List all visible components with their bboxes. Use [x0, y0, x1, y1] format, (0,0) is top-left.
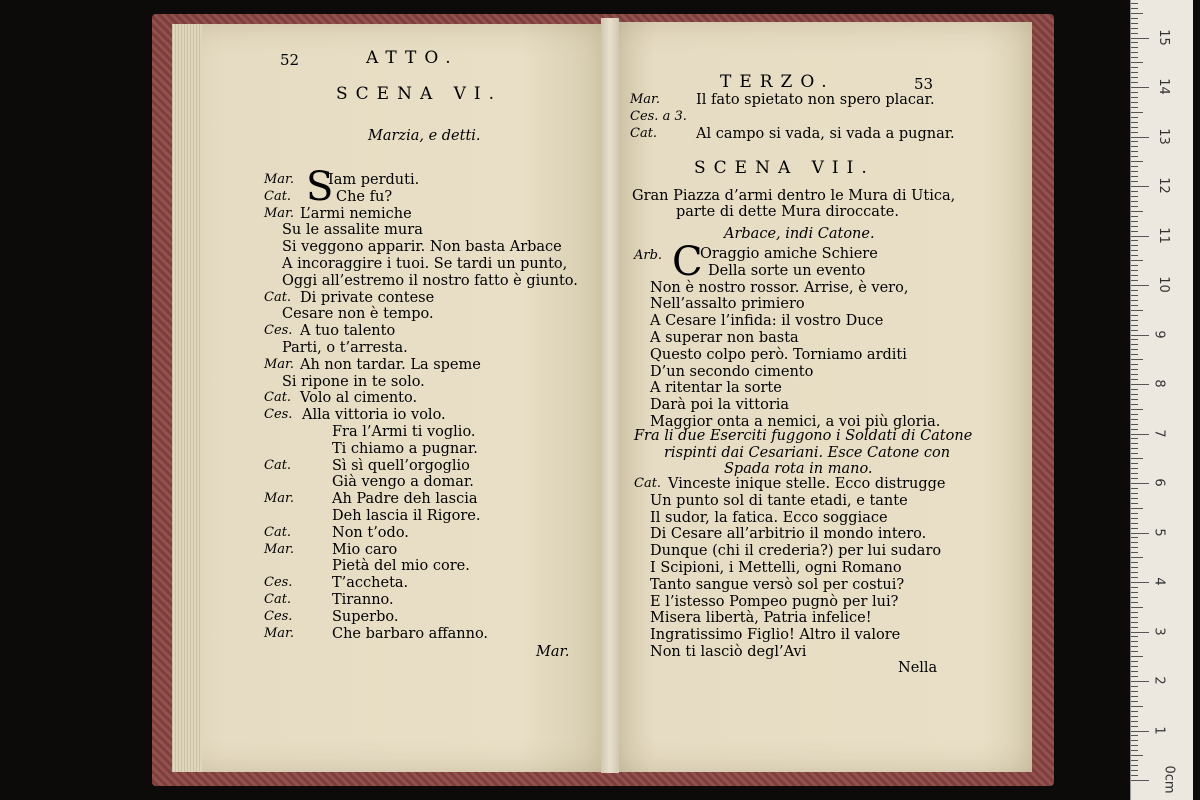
ruler-tick — [1131, 641, 1138, 642]
verse-line: A tuo talento — [300, 323, 396, 340]
verse-line: Misera libertà, Patria infelice! — [650, 610, 872, 627]
ruler-tick — [1131, 726, 1138, 727]
verse-line: Dunque (chi il crederia?) per lui sudaro — [650, 543, 942, 560]
ruler-tick — [1131, 191, 1138, 192]
ruler-number: 15 — [1155, 28, 1171, 46]
ruler-tick — [1131, 374, 1138, 375]
verse-line: A ritentar la sorte — [650, 380, 782, 397]
ruler-tick — [1131, 166, 1138, 167]
ruler-tick — [1131, 137, 1149, 138]
ruler-tick — [1131, 443, 1138, 444]
verse-line: Deh lascia il Rigore. — [332, 508, 481, 524]
ruler-number: 4 — [1151, 577, 1167, 586]
verse-line: Ti chiamo a pugnar. — [332, 440, 478, 457]
ruler-tick — [1131, 651, 1138, 652]
left-running-head: ATTO. — [366, 48, 459, 68]
ruler-tick — [1131, 627, 1138, 628]
ruler-number: 12 — [1155, 177, 1171, 194]
ruler-tick — [1131, 305, 1138, 306]
verse-line: Già vengo a domar. — [332, 474, 474, 491]
ruler-tick — [1131, 112, 1143, 113]
ruler-tick — [1131, 656, 1143, 657]
ruler-tick — [1131, 448, 1138, 449]
ruler-tick — [1131, 681, 1149, 682]
verse-line: Questo colpo però. Torniamo arditi — [650, 346, 907, 363]
ruler-tick — [1131, 731, 1149, 732]
ruler-tick — [1131, 354, 1138, 355]
ruler-tick — [1131, 745, 1138, 746]
left-scene-title: SCENA VI. — [336, 84, 503, 104]
right-stage-direction: Arbace, indi Catone. — [724, 226, 875, 242]
right-running-head: TERZO. — [720, 72, 835, 92]
ruler-tick — [1131, 473, 1138, 474]
left-catchword: Mar. — [536, 644, 570, 660]
ruler-tick — [1131, 265, 1138, 266]
ruler-tick — [1131, 760, 1138, 761]
verse-line: Maggior onta a nemici, a voi più gloria. — [650, 414, 941, 430]
verse-line: Darà poi la vittoria — [650, 397, 790, 414]
ruler-tick — [1131, 770, 1138, 771]
ruler-tick — [1131, 349, 1138, 350]
verse-line: Il fato spietato non spero placar. — [696, 92, 935, 108]
ruler-tick — [1131, 597, 1138, 598]
ruler-tick — [1131, 632, 1149, 633]
ruler-tick — [1131, 107, 1138, 108]
verse-line: Di private contese — [300, 289, 435, 306]
verse-line: Il sudor, la fatica. Ecco soggiace — [650, 509, 888, 526]
ruler-tick — [1131, 344, 1138, 345]
ruler-tick — [1131, 696, 1138, 697]
verse-line: Ah non tardar. La speme — [300, 356, 481, 373]
ruler-tick — [1131, 394, 1138, 395]
ruler-tick — [1131, 280, 1138, 281]
ruler-tick — [1131, 127, 1138, 128]
stage-direction-line: Fra li due Eserciti fuggono i Soldati di Catone — [634, 428, 973, 444]
verse-line: Non ti lasciò degl’Avi — [650, 644, 807, 660]
speaker-label: Mar. — [264, 172, 294, 187]
ruler-tick — [1131, 498, 1138, 499]
ruler-tick — [1131, 62, 1143, 63]
verse-line: A Cesare l’infida: il vostro Duce — [650, 313, 884, 330]
verse-line: Di Cesare all’arbitrio il mondo intero. — [650, 526, 927, 543]
ruler-tick — [1131, 528, 1138, 529]
left-initial-letter: S — [306, 164, 334, 210]
right-scene-title: SCENA VII. — [694, 158, 875, 178]
right-setting-line-2: parte di dette Mura diroccate. — [676, 204, 899, 220]
ruler-tick — [1131, 67, 1138, 68]
ruler-tick — [1131, 141, 1138, 142]
ruler-tick — [1131, 711, 1138, 712]
ruler-tick — [1131, 13, 1143, 14]
ruler-tick — [1131, 419, 1138, 420]
ruler-tick — [1131, 325, 1138, 326]
ruler-tick — [1131, 518, 1138, 519]
verse-line: Non t’odo. — [332, 524, 409, 541]
ruler-number: 13 — [1155, 127, 1171, 145]
ruler-tick — [1131, 409, 1143, 410]
speaker-label: Cat. — [264, 592, 292, 607]
right-initial-letter: C — [672, 239, 703, 285]
ruler-tick — [1131, 364, 1138, 365]
ruler-number: 3 — [1151, 626, 1167, 636]
ruler-tick — [1131, 151, 1138, 152]
verse-line: Ah Padre deh lascia — [332, 491, 478, 508]
ruler-tick — [1131, 221, 1138, 222]
ruler-tick — [1131, 206, 1138, 207]
ruler-tick — [1131, 587, 1138, 588]
left-page-number: 52 — [280, 51, 300, 69]
verse-line: E l’istesso Pompeo pugnò per lui? — [650, 593, 899, 610]
ruler-tick — [1131, 161, 1143, 162]
verse-line: Si ripone in te solo. — [282, 373, 425, 390]
verse-line: L’armi nemiche — [300, 205, 412, 222]
ruler-tick — [1131, 424, 1138, 425]
ruler-tick — [1131, 42, 1138, 43]
speaker-label: Ces. — [264, 323, 293, 339]
speaker-label: Ces. — [264, 608, 293, 624]
ruler-tick — [1131, 389, 1138, 390]
ruler-tick — [1131, 250, 1138, 251]
ruler-tick — [1131, 735, 1138, 736]
verse-line: A incoraggire i tuoi. Se tardi un punto, — [282, 256, 568, 272]
verse-line: Non è nostro rossor. Arrise, è vero, — [650, 279, 909, 296]
ruler-tick — [1131, 369, 1138, 370]
ruler-tick — [1131, 483, 1149, 484]
ruler-tick — [1131, 434, 1149, 435]
ruler-tick — [1131, 102, 1138, 103]
ruler-tick — [1131, 295, 1138, 296]
ruler-tick — [1131, 359, 1143, 360]
ruler-tick — [1131, 636, 1138, 637]
ruler-tick — [1131, 122, 1138, 123]
ruler-tick — [1131, 196, 1138, 197]
ruler-tick — [1131, 201, 1138, 202]
ruler-tick — [1131, 414, 1138, 415]
ruler-tick — [1131, 132, 1138, 133]
verse-line: Mio caro — [332, 541, 398, 558]
ruler-tick — [1131, 557, 1143, 558]
ruler-tick — [1131, 77, 1138, 78]
verse-line: Ingratissimo Figlio! Altro il valore — [650, 627, 901, 644]
ruler-tick — [1131, 508, 1143, 509]
ruler-tick — [1131, 493, 1138, 494]
verse-line: Iam perduti. — [328, 172, 420, 188]
ruler-tick — [1131, 513, 1138, 514]
ruler-tick — [1131, 240, 1138, 241]
ruler-tick — [1131, 582, 1149, 583]
page-edges — [172, 24, 202, 772]
ruler-number: 14 — [1155, 78, 1171, 95]
ruler-tick — [1131, 691, 1138, 692]
verse-line: Fra l’Armi ti voglio. — [332, 424, 476, 440]
ruler-tick — [1131, 290, 1138, 291]
ruler-tick — [1131, 57, 1138, 58]
ruler-tick — [1131, 740, 1138, 741]
stage-direction-line: Spada rota in mano. — [724, 461, 873, 477]
ruler-tick — [1131, 577, 1138, 578]
speaker-label: Ces. — [264, 575, 293, 591]
ruler-tick — [1131, 176, 1138, 177]
ruler-number: 2 — [1151, 676, 1167, 685]
ruler-tick — [1131, 503, 1138, 504]
ruler-tick — [1131, 87, 1149, 88]
ruler-tick — [1131, 275, 1138, 276]
ruler-tick — [1131, 399, 1138, 400]
ruler-tick — [1131, 552, 1138, 553]
ruler-number: 7 — [1151, 428, 1167, 438]
ruler-number: 10 — [1155, 276, 1171, 293]
catone-speaker: Cat. — [634, 476, 662, 491]
ruler-tick — [1131, 231, 1138, 232]
ruler-tick — [1131, 676, 1138, 677]
ruler-number: 1 — [1151, 725, 1167, 735]
speaker-label: Cat. — [630, 126, 658, 141]
ruler-tick — [1131, 602, 1138, 603]
ruler-tick — [1131, 463, 1138, 464]
ruler-tick — [1131, 211, 1143, 212]
speaker-label: Mar. — [264, 491, 294, 507]
ruler-number: 0cm — [1161, 765, 1177, 794]
ruler-tick — [1131, 523, 1138, 524]
verse-line: Oraggio amiche Schiere — [700, 246, 878, 262]
ruler-number: 11 — [1155, 226, 1171, 244]
ruler-tick — [1131, 542, 1138, 543]
ruler-tick — [1131, 255, 1138, 256]
speaker-label: Ces. a 3. — [630, 109, 687, 124]
ruler-tick — [1131, 458, 1143, 459]
speaker-label: Cat. — [264, 188, 292, 204]
left-stage-direction: Marzia, e detti. — [368, 128, 481, 144]
verse-line: Tiranno. — [332, 592, 394, 608]
ruler-tick — [1131, 28, 1138, 29]
verse-line: Su le assalite mura — [282, 222, 423, 239]
ruler-tick — [1131, 310, 1143, 311]
ruler-tick — [1131, 33, 1138, 34]
ruler-tick — [1131, 146, 1138, 147]
verse-line: D’un secondo cimento — [650, 363, 814, 380]
ruler-tick — [1131, 320, 1138, 321]
verse-line: Oggi all’estremo il nostro fatto è giunto. — [282, 272, 578, 289]
arbace-speaker: Arb. — [634, 248, 663, 263]
verse-line: Della sorte un evento — [708, 262, 866, 279]
ruler-tick — [1131, 92, 1138, 93]
verse-line: Si veggono apparir. Non basta Arbace — [282, 239, 562, 256]
speaker-label: Mar. — [264, 356, 294, 372]
ruler-tick — [1131, 780, 1149, 781]
ruler-tick — [1131, 671, 1138, 672]
ruler-tick — [1131, 478, 1138, 479]
ruler-tick — [1131, 765, 1138, 766]
ruler-tick — [1131, 404, 1138, 405]
ruler-tick — [1131, 612, 1138, 613]
ruler-tick — [1131, 97, 1138, 98]
ruler-tick — [1131, 260, 1143, 261]
verse-line: I Scipioni, i Mettelli, ogni Romano — [650, 560, 902, 576]
ruler-tick — [1131, 335, 1149, 336]
ruler-tick — [1131, 617, 1138, 618]
verse-line: Che fu? — [336, 188, 393, 205]
ruler-tick — [1131, 438, 1138, 439]
verse-line: Alla vittoria io volo. — [302, 407, 446, 424]
ruler-tick — [1131, 38, 1149, 39]
speaker-label: Cat. — [264, 457, 292, 473]
speaker-label: Mar. — [630, 92, 660, 107]
ruler-tick — [1131, 117, 1138, 118]
ruler-tick — [1131, 453, 1138, 454]
ruler-tick — [1131, 236, 1149, 237]
ruler-tick — [1131, 646, 1138, 647]
book-spine — [601, 18, 619, 773]
ruler-tick — [1131, 562, 1138, 563]
ruler-tick — [1131, 245, 1138, 246]
stage-direction-line: rispinti dai Cesariani. Esce Catone con — [664, 444, 951, 461]
verse-line: Sì sì quell’orgoglio — [332, 457, 470, 474]
ruler-tick — [1131, 186, 1149, 187]
ruler-tick — [1131, 315, 1138, 316]
speaker-label: Cat. — [264, 524, 292, 540]
speaker-label: Cat. — [264, 390, 292, 406]
ruler-tick — [1131, 701, 1138, 702]
measuring-ruler — [1130, 0, 1193, 800]
ruler-tick — [1131, 3, 1138, 4]
verse-line: Cesare non è tempo. — [282, 306, 434, 323]
ruler-tick — [1131, 468, 1138, 469]
ruler-number: 6 — [1151, 478, 1167, 487]
ruler-tick — [1131, 572, 1138, 573]
ruler-number: 9 — [1151, 329, 1167, 339]
ruler-tick — [1131, 181, 1138, 182]
ruler-tick — [1131, 23, 1138, 24]
ruler-tick — [1131, 755, 1143, 756]
ruler-tick — [1131, 750, 1138, 751]
ruler-tick — [1131, 330, 1138, 331]
right-page-number: 53 — [914, 75, 934, 93]
ruler-tick — [1131, 47, 1138, 48]
ruler-tick — [1131, 339, 1138, 340]
ruler-tick — [1131, 82, 1138, 83]
verse-line: Parti, o t’arresta. — [282, 340, 408, 356]
verse-line: T’accheta. — [332, 575, 409, 592]
ruler-tick — [1131, 706, 1143, 707]
ruler-tick — [1131, 537, 1138, 538]
verse-line: Tanto sangue versò sol per costui? — [650, 576, 905, 593]
ruler-tick — [1131, 72, 1138, 73]
ruler-tick — [1131, 270, 1138, 271]
ruler-tick — [1131, 285, 1149, 286]
ruler-tick — [1131, 216, 1138, 217]
verse-line: Vinceste inique stelle. Ecco distrugge — [668, 476, 946, 492]
ruler-tick — [1131, 379, 1138, 380]
ruler-tick — [1131, 384, 1149, 385]
ruler-tick — [1131, 429, 1138, 430]
speaker-label: Ces. — [264, 407, 293, 423]
ruler-tick — [1131, 156, 1138, 157]
verse-line: Che barbaro affanno. — [332, 625, 489, 642]
ruler-tick — [1131, 488, 1138, 489]
ruler-tick — [1131, 18, 1138, 19]
verse-line: Superbo. — [332, 608, 399, 625]
ruler-tick — [1131, 567, 1138, 568]
verse-line: Un punto sol di tante etadi, e tante — [650, 492, 908, 509]
ruler-tick — [1131, 52, 1138, 53]
verse-line: Volo al cimento. — [300, 390, 418, 407]
right-setting-line-1: Gran Piazza d’armi dentro le Mura di Utica, — [632, 188, 956, 204]
ruler-tick — [1131, 721, 1138, 722]
ruler-tick — [1131, 547, 1138, 548]
ruler-tick — [1131, 226, 1138, 227]
speaker-label: Mar. — [264, 205, 294, 221]
ruler-tick — [1131, 622, 1138, 623]
speaker-label: Cat. — [264, 289, 292, 305]
ruler-tick — [1131, 300, 1138, 301]
ruler-tick — [1131, 171, 1138, 172]
speaker-label: Mar. — [264, 541, 294, 557]
ruler-tick — [1131, 775, 1138, 776]
ruler-tick — [1131, 607, 1143, 608]
ruler-tick — [1131, 8, 1138, 9]
verse-line: Nell’assalto primiero — [650, 296, 805, 313]
ruler-tick — [1131, 533, 1149, 534]
ruler-tick — [1131, 661, 1138, 662]
verse-line: Al campo si vada, si vada a pugnar. — [696, 126, 955, 142]
right-catchword: Nella — [898, 660, 938, 676]
ruler-number: 8 — [1151, 379, 1167, 388]
speaker-label: Mar. — [264, 625, 294, 641]
ruler-tick — [1131, 592, 1138, 593]
ruler-tick — [1131, 666, 1138, 667]
ruler-tick — [1131, 716, 1138, 717]
verse-line: Pietà del mio core. — [332, 558, 470, 575]
verse-line: A superar non basta — [650, 330, 799, 346]
ruler-number: 5 — [1151, 527, 1167, 537]
ruler-tick — [1131, 686, 1138, 687]
